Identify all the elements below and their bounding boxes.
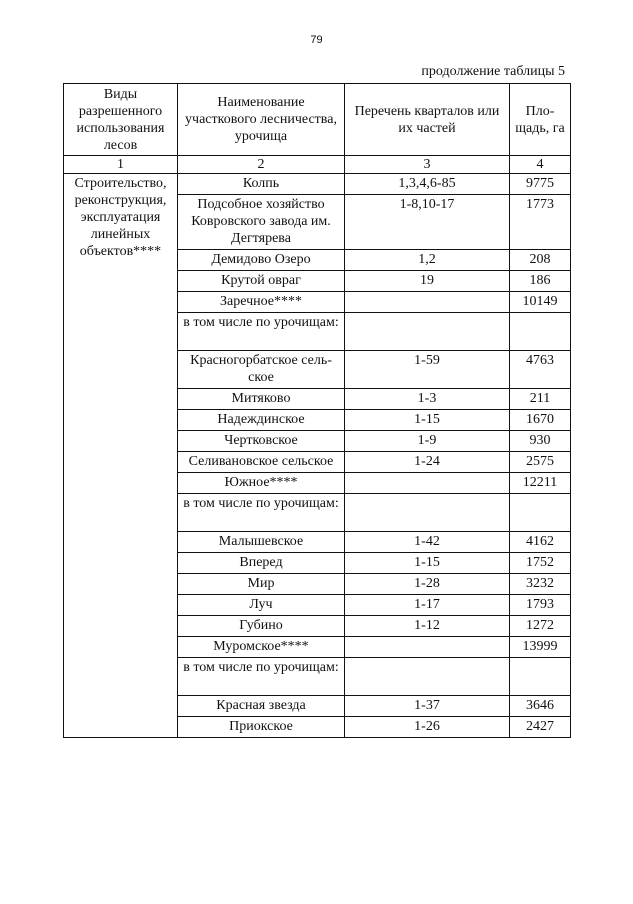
- area: 1793: [510, 595, 571, 616]
- forestry-name: Луч: [178, 595, 345, 616]
- quarters: 1-37: [345, 696, 510, 717]
- forestry-name: в том числе по урочищам:: [178, 494, 345, 532]
- area: 186: [510, 271, 571, 292]
- quarters: 1,2: [345, 250, 510, 271]
- forest-use-table: [63, 83, 571, 738]
- area: 12211: [510, 473, 571, 494]
- quarters: 1-26: [345, 717, 510, 738]
- area: 9775: [510, 174, 571, 195]
- forestry-name: в том числе по урочищам:: [178, 313, 345, 351]
- area: 1773: [510, 195, 571, 250]
- forestry-name: Вперед: [178, 553, 345, 574]
- area: 3646: [510, 696, 571, 717]
- quarters: 1-59: [345, 351, 510, 389]
- forestry-name: Губино: [178, 616, 345, 637]
- area: [510, 658, 571, 696]
- column-number: 2: [178, 156, 345, 174]
- forestry-name: Малышевское: [178, 532, 345, 553]
- header-row: [64, 84, 571, 156]
- column-number: 3: [345, 156, 510, 174]
- quarters: 1-15: [345, 553, 510, 574]
- area: [510, 313, 571, 351]
- forestry-name: Приокское: [178, 717, 345, 738]
- area: 10149: [510, 292, 571, 313]
- column-numbers-row: [64, 156, 571, 174]
- quarters: [345, 637, 510, 658]
- quarters: 1-42: [345, 532, 510, 553]
- forestry-name: Митяково: [178, 389, 345, 410]
- forestry-name: Заречное****: [178, 292, 345, 313]
- forestry-name: в том числе по урочищам:: [178, 658, 345, 696]
- quarters: 1-17: [345, 595, 510, 616]
- page-number: 79: [310, 34, 323, 46]
- forestry-name: Красная звезда: [178, 696, 345, 717]
- forestry-name: Демидово Озеро: [178, 250, 345, 271]
- quarters: 1-15: [345, 410, 510, 431]
- column-number: 1: [64, 156, 178, 174]
- area: 4162: [510, 532, 571, 553]
- quarters: 19: [345, 271, 510, 292]
- forestry-name: Чертковское: [178, 431, 345, 452]
- header-usage-type: Виды разрешенного использования лесов: [64, 84, 178, 156]
- quarters: 1-24: [345, 452, 510, 473]
- area: 208: [510, 250, 571, 271]
- forestry-name: Муромское****: [178, 637, 345, 658]
- quarters: [345, 313, 510, 351]
- area: 211: [510, 389, 571, 410]
- area: 1670: [510, 410, 571, 431]
- table-continuation-label: продолжение таблицы 5: [421, 64, 565, 79]
- quarters: [345, 292, 510, 313]
- area: 3232: [510, 574, 571, 595]
- forestry-name: Подсобное хозяйство Ковровского завода им. Дегтярева: [178, 195, 345, 250]
- area: 4763: [510, 351, 571, 389]
- header-area: Пло-щадь, га: [510, 84, 571, 156]
- table-row: [64, 174, 571, 195]
- forestry-name: Надеждинское: [178, 410, 345, 431]
- quarters: 1-28: [345, 574, 510, 595]
- forestry-name: Красногорбатское сель-ское: [178, 351, 345, 389]
- quarters: [345, 473, 510, 494]
- area: 930: [510, 431, 571, 452]
- forestry-name: Крутой овраг: [178, 271, 345, 292]
- area: 1272: [510, 616, 571, 637]
- forestry-name: Мир: [178, 574, 345, 595]
- usage-type-cell: Строительство, реконструкция, эксплуатация линейных объектов****: [64, 174, 178, 738]
- area: 2575: [510, 452, 571, 473]
- forestry-name: Селивановское сельское: [178, 452, 345, 473]
- quarters: 1-8,10-17: [345, 195, 510, 250]
- area: 2427: [510, 717, 571, 738]
- forestry-name: Колпь: [178, 174, 345, 195]
- header-quarters: Перечень кварталов или их частей: [345, 84, 510, 156]
- quarters: [345, 658, 510, 696]
- area: 1752: [510, 553, 571, 574]
- quarters: 1-9: [345, 431, 510, 452]
- quarters: 1-3: [345, 389, 510, 410]
- quarters: [345, 494, 510, 532]
- quarters: 1-12: [345, 616, 510, 637]
- quarters: 1,3,4,6-85: [345, 174, 510, 195]
- area: [510, 494, 571, 532]
- area: 13999: [510, 637, 571, 658]
- column-number: 4: [510, 156, 571, 174]
- header-forestry-name: Наименование участкового лесничества, урочища: [178, 84, 345, 156]
- forestry-name: Южное****: [178, 473, 345, 494]
